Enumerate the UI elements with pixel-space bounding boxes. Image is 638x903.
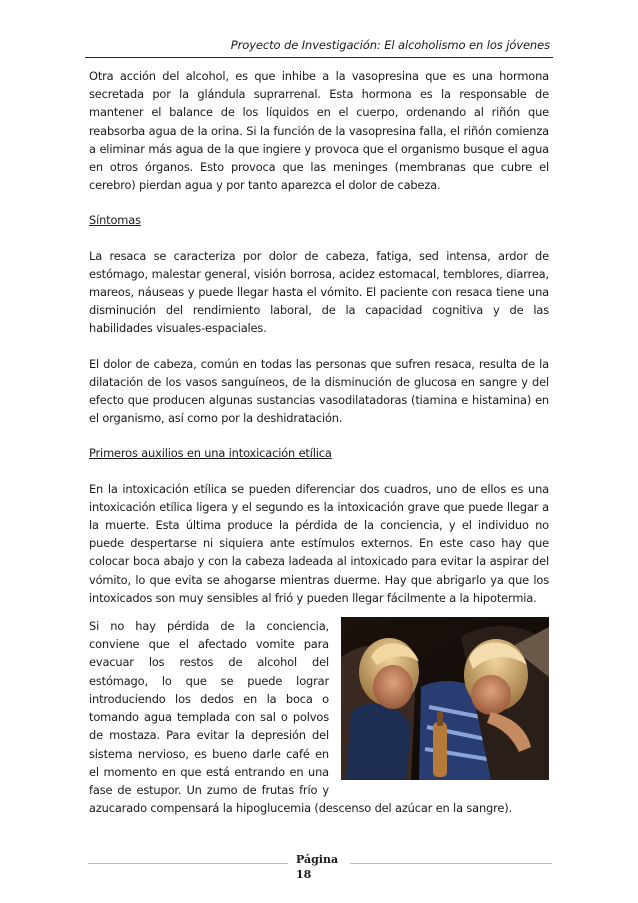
paragraph-conciencia: Si no hay pérdida de la conciencia, conviene que el afectado vomite para evacuar los restos de alcohol del estómago, lo que se puede lograr introduciendo los dedos en la boca o tomando agua templada con sal o polvos de mostaza. Para evitar la depresión del sistema nervioso, es bueno darle café en el momento en que está entrando en una fase de estupor. Un zumo de frutas frío y azucarado compensará la hipoglucemia (descenso del azúcar en la sangre). xyxy=(89,619,513,816)
photo-intoxicated-young-men xyxy=(341,617,549,780)
paragraph-dolor-cabeza: El dolor de cabeza, común en todas las personas que sufren resaca, resulta de la dilatación de los vasos sanguíneos, de la disminución de glucosa en sangre y del efecto que producen algunas sustancias vasodilatadoras (tiamina e histamina) en el organismo, así como por la deshidratación. xyxy=(89,356,549,426)
page-header: Proyecto de Investigación: El alcoholismo en los jóvenes xyxy=(230,38,550,52)
heading-primeros-auxilios: Primeros auxilios en una intoxicación etílica xyxy=(89,446,332,461)
paragraph-vasopresina: Otra acción del alcohol, es que inhibe a la vasopresina que es una hormona secretada por la glándula suprarrenal. Esta hormona es la responsable de mantener el balance de los líquidos en el cuerpo, ordenando al riñón que reabsorba agua de la orina. Si la función de la vasopresina falla, el riñón comienza a eliminar más agua de la que ingiere y provoca que el organismo busque el agua en otros órganos. Esto provoca que las meninges (membranas que cubre el cerebro) pierdan agua y por tanto aparezca el dolor de cabeza. xyxy=(89,69,549,193)
footer-rule-left xyxy=(88,863,288,864)
page-label: Página xyxy=(296,853,339,866)
paragraph-intoxicacion: En la intoxicación etílica se pueden diferenciar dos cuadros, uno de ellos es una intoxicación etílica ligera y el segundo es la intoxicación grave que puede llegar a la muerte. Esta última produce la pérdida de la conciencia, y el individuo no puede despertarse ni siquiera ante estímulos externos. En este caso hay que colocar boca abajo y con la cabeza ladeada al intoxicado para evitar la aspirar del vómito, lo que evita se ahogarse mientras duerme. Hay que abrigarlo ya que los intoxicados son muy sensibles al frió y pueden llegar fácilmente a la hipotermia. xyxy=(89,481,549,605)
document-body xyxy=(89,67,549,834)
paragraph-resaca: La resaca se caracteriza por dolor de cabeza, fatiga, sed intensa, ardor de estómago, malestar general, visión borrosa, acidez estomacal, temblores, diarrea, mareos, náuseas y puede llegar hasta el vómito. El paciente con resaca tiene una disminución del rendimiento laboral, de la capacidad cognitiva y de las habilidades visuales-espaciales. xyxy=(89,248,549,336)
footer-rule-right xyxy=(350,863,552,864)
header-rule xyxy=(85,57,553,58)
page-number: 18 xyxy=(296,868,312,881)
heading-sintomas: Síntomas xyxy=(89,213,141,228)
